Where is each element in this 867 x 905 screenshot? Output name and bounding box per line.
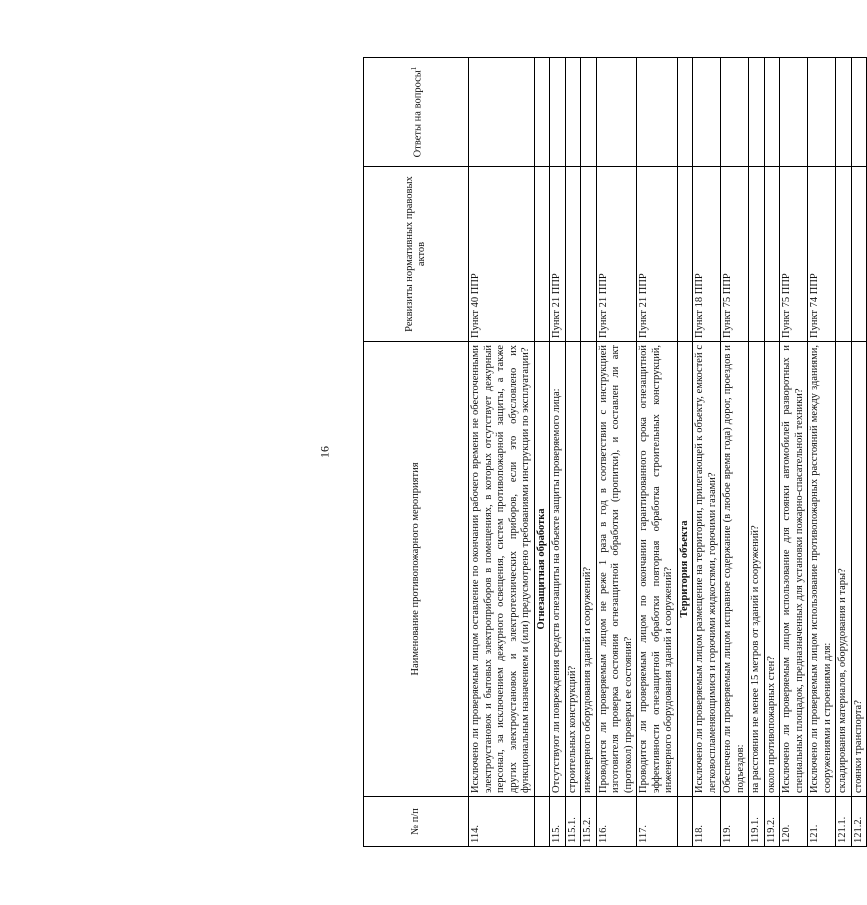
footnote-mark: 1 xyxy=(409,66,418,71)
item-text: Проводится ли проверяемым лицом по окончании гарантированного срока огнезащитной эффективности огнезащитной обработки повторная обработка строительных конструкций, инженерного оборудования зданий и сооружений? xyxy=(637,342,678,797)
header-num: № п/п xyxy=(364,797,469,847)
item-number: 115. xyxy=(550,797,566,847)
item-requisites: Пункт 21 ППР xyxy=(550,167,566,342)
item-number: 120. xyxy=(780,797,808,847)
header-requisites: Реквизиты нормативных правовых актов xyxy=(364,167,469,342)
item-number: 119.2. xyxy=(764,797,780,847)
section-answer-cell xyxy=(677,58,693,167)
item-requisites: Пункт 21 ППР xyxy=(637,167,678,342)
section-num-cell xyxy=(677,797,693,847)
item-text: строительных конструкций? xyxy=(565,342,581,797)
answer-cell[interactable] xyxy=(565,58,581,167)
item-requisites xyxy=(749,167,765,342)
section-title: Огнезащитная обработка xyxy=(534,342,550,797)
item-number: 115.1. xyxy=(565,797,581,847)
table-row xyxy=(721,58,749,847)
item-number: 121. xyxy=(808,797,836,847)
item-number: 115.2. xyxy=(581,797,597,847)
table-row xyxy=(749,58,765,847)
item-text: инженерного оборудования зданий и сооружений? xyxy=(581,342,597,797)
section-title: Территория объекта xyxy=(677,342,693,797)
item-number: 121.2. xyxy=(851,797,867,847)
item-number: 118. xyxy=(693,797,721,847)
item-text: складирования материалов, оборудования и тары? xyxy=(836,342,852,797)
item-number: 119.1. xyxy=(749,797,765,847)
item-number: 121.1. xyxy=(836,797,852,847)
table-row xyxy=(836,58,852,847)
table-row xyxy=(693,58,721,847)
checklist-table xyxy=(363,57,867,847)
item-text: около противопожарных стен? xyxy=(764,342,780,797)
answer-cell[interactable] xyxy=(693,58,721,167)
item-requisites xyxy=(851,167,867,342)
section-row xyxy=(677,58,693,847)
item-text: Обеспечено ли проверяемым лицом исправное содержание (в любое время года) дорог, проездов и подъездов: xyxy=(721,342,749,797)
section-row xyxy=(534,58,550,847)
answer-cell[interactable] xyxy=(836,58,852,167)
item-text: на расстоянии не менее 15 метров от зданий и сооружений? xyxy=(749,342,765,797)
item-number: 119. xyxy=(721,797,749,847)
table-row xyxy=(596,58,637,847)
answer-cell[interactable] xyxy=(581,58,597,167)
table-row xyxy=(851,58,867,847)
item-requisites: Пункт 75 ППР xyxy=(780,167,808,342)
item-number: 114. xyxy=(469,797,535,847)
header-answers-label: Ответы на вопросы xyxy=(412,70,423,158)
item-requisites: Пункт 74 ППР xyxy=(808,167,836,342)
item-requisites: Пункт 75 ППР xyxy=(721,167,749,342)
answer-cell[interactable] xyxy=(550,58,566,167)
page-number: 16 xyxy=(317,446,332,458)
answer-cell[interactable] xyxy=(764,58,780,167)
section-answer-cell xyxy=(534,58,550,167)
table-row xyxy=(780,58,808,847)
item-text: стоянки транспорта? xyxy=(851,342,867,797)
table-row xyxy=(637,58,678,847)
answer-cell[interactable] xyxy=(851,58,867,167)
item-text: Проводится ли проверяемым лицом не реже 1 раза в год в соответствии с инструкцией изготовителя проверка состояния огнезащитной обработки (пропитки), и составлен ли акт (протокол) проверки ее состояния? xyxy=(596,342,637,797)
section-num-cell xyxy=(534,797,550,847)
table-row xyxy=(550,58,566,847)
item-requisites: Пункт 21 ППР xyxy=(596,167,637,342)
item-text: Исключено ли проверяемым лицом оставление по окончании рабочего времени не обесточенными электроустановок и бытовых электроприборов в помещениях, в которых отсутствует дежурный персонал, за исключением дежурного освещения, систем противопожарной защиты, а также других электроустановок и электротехнических приборов, если это обусловлено их функциональным назначением и (или) предусмотрено требованиями инструкции по эксплуатации? xyxy=(469,342,535,797)
section-req-cell xyxy=(677,167,693,342)
answer-cell[interactable] xyxy=(637,58,678,167)
header-name: Наименование противопожарного мероприятия xyxy=(364,342,469,797)
item-requisites xyxy=(565,167,581,342)
item-requisites: Пункт 40 ППР xyxy=(469,167,535,342)
item-requisites: Пункт 18 ППР xyxy=(693,167,721,342)
item-requisites xyxy=(836,167,852,342)
item-requisites xyxy=(581,167,597,342)
table-row xyxy=(469,58,535,847)
table-row xyxy=(764,58,780,847)
item-text: Исключено ли проверяемым лицом размещение на территории, прилегающей к объекту, емкостей с легковоспламеняющимися и горючими жидкостями, горючими газами? xyxy=(693,342,721,797)
answer-cell[interactable] xyxy=(721,58,749,167)
item-text: Исключено ли проверяемым лицом использование для стоянки автомобилей разворотных и специальных площадок, предназначенных для установки пожарно-спасательной техники? xyxy=(780,342,808,797)
item-text: Исключено ли проверяемым лицом использование противопожарных расстояний между зданиями, сооружениями и строениями для: xyxy=(808,342,836,797)
header-answers xyxy=(364,58,469,167)
answer-cell[interactable] xyxy=(808,58,836,167)
item-number: 117. xyxy=(637,797,678,847)
answer-cell[interactable] xyxy=(780,58,808,167)
item-number: 116. xyxy=(596,797,637,847)
table-body xyxy=(469,58,867,847)
answer-cell[interactable] xyxy=(749,58,765,167)
table-row xyxy=(808,58,836,847)
answer-cell[interactable] xyxy=(469,58,535,167)
section-req-cell xyxy=(534,167,550,342)
table-header-row xyxy=(364,58,469,847)
item-requisites xyxy=(764,167,780,342)
table-row xyxy=(565,58,581,847)
answer-cell[interactable] xyxy=(596,58,637,167)
item-text: Отсутствуют ли повреждения средств огнезащиты на объекте защиты проверяемого лица: xyxy=(550,342,566,797)
table-row xyxy=(581,58,597,847)
